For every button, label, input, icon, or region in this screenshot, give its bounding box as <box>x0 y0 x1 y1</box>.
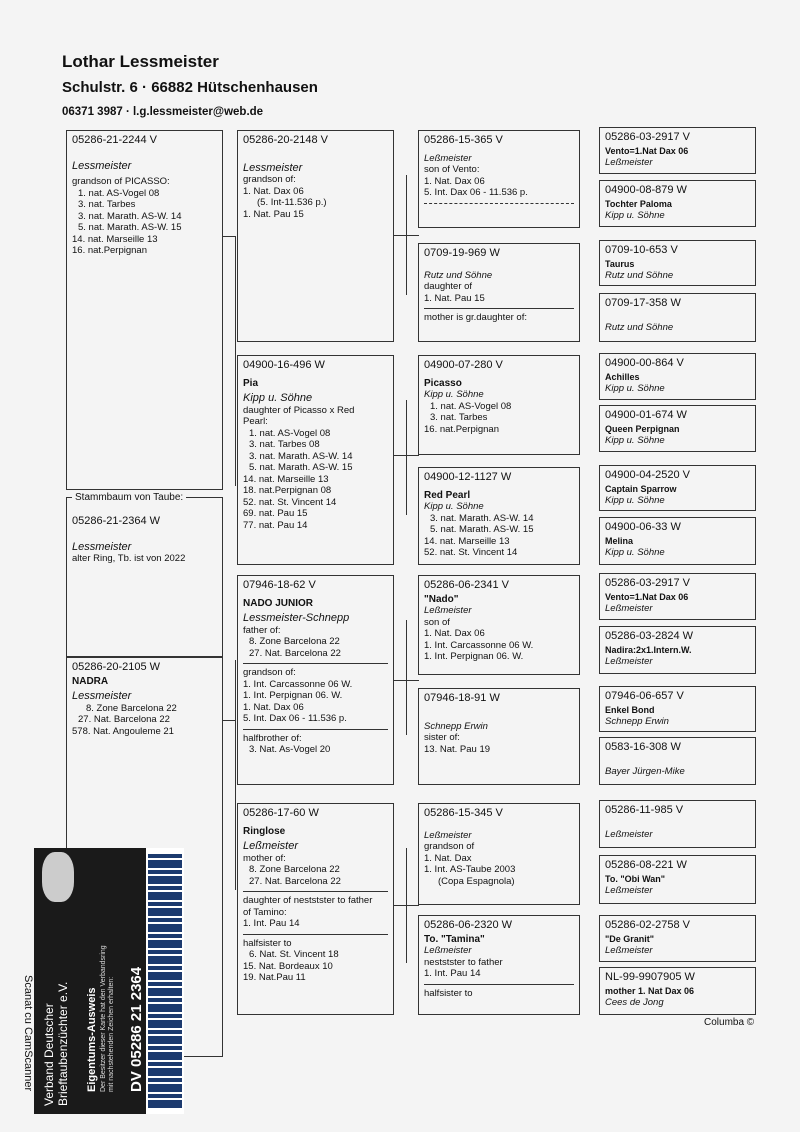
mother-ring: 05286-20-2105 W <box>72 661 161 673</box>
g1-line: grandson of: <box>243 174 296 185</box>
ancestor-breeder: Leßmeister <box>605 945 653 956</box>
ancestor-box <box>599 915 756 962</box>
gg5-name: "Nado" <box>424 593 459 605</box>
father-box <box>66 497 223 657</box>
ancestor-box <box>599 737 756 785</box>
pigeon-line: 14. nat. Marseille 13 <box>72 233 158 245</box>
g2-line: Pearl: <box>243 416 268 427</box>
gg5-line: 1. Int. Perpignan 06. W. <box>424 651 524 662</box>
gg3-ring: 04900-07-280 V <box>424 359 503 371</box>
pigeon-breeder: Lessmeister <box>72 159 132 172</box>
g4-line: of Tamino: <box>243 906 287 918</box>
pigeon-ring: 05286-21-2244 V <box>72 134 158 146</box>
g2-line: 52. nat. St. Vincent 14 <box>243 496 337 508</box>
gg3-line: 1. nat. AS-Vogel 08 <box>430 400 512 412</box>
gg6-line: sister of: <box>424 732 460 743</box>
mother-line: 27. Nat. Barcelona 22 <box>78 714 170 725</box>
gg4-name: Red Pearl <box>424 489 471 501</box>
ancestor-box <box>599 180 756 227</box>
grandparent-box <box>237 803 394 1015</box>
father-breeder: Lessmeister <box>72 540 132 553</box>
ancestor-breeder: Kipp u. Söhne <box>605 383 665 394</box>
card-ring-number: DV 05286 21 2364 <box>128 966 145 1092</box>
pigeon-box <box>66 130 223 490</box>
ancestor-box <box>599 465 756 511</box>
g3-line: halfbrother of: <box>243 732 302 744</box>
ancestor-ring: 05286-02-2758 V <box>605 919 691 931</box>
gg1-line: 1. Nat. Dax 06 <box>424 175 485 187</box>
gg1-breeder: Leßmeister <box>424 152 472 164</box>
connector <box>406 848 407 963</box>
ancestor-breeder: Bayer Jürgen-Mike <box>605 765 685 777</box>
ownership-card <box>34 848 184 1114</box>
g2-ring: 04900-16-496 W <box>243 359 325 371</box>
ancestor-breeder: Leßmeister <box>605 603 653 614</box>
pigeon-line: 3. nat. Marath. AS-W. 14 <box>78 210 182 222</box>
breeder-name: Lothar Lessmeister <box>62 52 219 71</box>
ancestor-ring: 0709-17-358 W <box>605 297 681 309</box>
gg7-line: 1. Int. AS-Taube 2003 <box>424 864 516 875</box>
card-org <box>42 982 70 1106</box>
ancestor-ring: 04900-01-674 W <box>605 409 687 421</box>
g3-name: NADO JUNIOR <box>243 597 314 609</box>
ancestor-box <box>599 293 756 342</box>
g2-line: 3. nat. Marath. AS-W. 14 <box>249 450 353 462</box>
gg2-line: 1. Nat. Pau 15 <box>424 292 485 304</box>
ancestor-box <box>599 686 756 732</box>
great-grandparent-box <box>418 803 580 905</box>
card-pattern <box>148 854 182 1108</box>
connector <box>406 620 407 735</box>
ancestor-name: Taurus <box>605 258 635 269</box>
g2-line: daughter of Picasso x Red <box>243 404 355 416</box>
ancestor-name: Vento=1.Nat Dax 06 <box>605 145 689 156</box>
gg7-line: (Copa Espagnola) <box>438 875 515 887</box>
g2-line: 1. nat. AS-Vogel 08 <box>249 427 331 439</box>
pigeon-line: 3. nat. Tarbes <box>78 199 136 210</box>
ancestor-box <box>599 626 756 674</box>
g1-ring: 05286-20-2148 V <box>243 134 329 146</box>
ancestor-ring: 05286-03-2824 W <box>605 630 694 642</box>
connector <box>235 660 236 890</box>
gg1-line: 5. Int. Dax 06 - 11.536 p. <box>424 187 528 198</box>
g4-line: 15. Nat. Bordeaux 10 <box>243 960 333 972</box>
g1-line: 1. Nat. Dax 06 <box>243 185 304 197</box>
ancestor-ring: 04900-00-864 V <box>605 357 684 369</box>
gg4-ring: 04900-12-1127 W <box>424 471 512 483</box>
gg3-line: 16. nat.Perpignan <box>424 423 500 435</box>
g2-name: Pia <box>243 377 259 389</box>
breeder-contact: 06371 3987 · l.g.lessmeister@web.de <box>62 106 264 118</box>
card-org-line: Verband Deutscher <box>42 1003 56 1106</box>
ancestor-breeder: Kipp u. Söhne <box>605 547 665 558</box>
great-grandparent-box <box>418 915 580 1015</box>
g2-line: 18. nat.Perpignan 08 <box>243 485 332 496</box>
connector <box>235 236 236 486</box>
gg4-line: 14. nat. Marseille 13 <box>424 535 510 547</box>
g1-line: 1. Nat. Pau 15 <box>243 208 304 220</box>
ancestor-breeder: Schnepp Erwin <box>605 716 669 727</box>
ancestor-box <box>599 517 756 565</box>
great-grandparent-box <box>418 575 580 675</box>
gg5-ring: 05286-06-2341 V <box>424 579 510 591</box>
pigeon-line: 5. nat. Marath. AS-W. 15 <box>78 222 182 233</box>
mother-name: NADRA <box>72 675 109 687</box>
ancestor-name: Tochter Paloma <box>605 198 672 209</box>
ancestor-ring: 04900-06-33 W <box>605 521 681 533</box>
ancestor-box <box>599 800 756 848</box>
card-title: Eigentums-Ausweis <box>86 987 98 1092</box>
gg7-breeder: Leßmeister <box>424 829 472 841</box>
gg4-line: 3. nat. Marath. AS-W. 14 <box>430 512 534 524</box>
gg4-line: 5. nat. Marath. AS-W. 15 <box>430 524 534 535</box>
pigeon-line: 16. nat.Perpignan <box>72 245 148 256</box>
gg3-name: Picasso <box>424 377 462 389</box>
g3-line: 1. Int. Perpignan 06. W. <box>243 690 343 701</box>
g4-line: 8. Zone Barcelona 22 <box>249 864 340 875</box>
g4-line: 19. Nat.Pau 11 <box>243 972 306 983</box>
father-line: alter Ring, Tb. ist von 2022 <box>72 553 186 564</box>
ancestor-breeder: Cees de Jong <box>605 997 664 1008</box>
card-org-line: Brieftaubenzüchter e.V. <box>56 981 70 1106</box>
gg2-footer: mother is gr.daughter of: <box>424 312 527 323</box>
ancestor-name: mother 1. Nat Dax 06 <box>605 985 695 996</box>
g3-line: 5. Int. Dax 06 - 11.536 p. <box>243 713 347 724</box>
ancestor-box <box>599 353 756 400</box>
gg8-footer: halfsister to <box>424 987 473 999</box>
ancestor-ring: 05286-03-2917 V <box>605 577 691 589</box>
gg5-line: 1. Int. Carcassonne 06 W. <box>424 639 534 651</box>
great-grandparent-box <box>418 130 580 228</box>
gg3-breeder: Kipp u. Söhne <box>424 389 484 400</box>
ancestor-name: "De Granit" <box>605 933 655 944</box>
card-note <box>100 945 116 1092</box>
great-grandparent-box <box>418 688 580 785</box>
ancestor-name: Enkel Bond <box>605 704 655 715</box>
grandparent-box <box>237 130 394 342</box>
g3-breeder: Lessmeister-Schnepp <box>243 612 350 624</box>
gg2-breeder: Rutz und Söhne <box>424 269 493 281</box>
gg8-ring: 05286-06-2320 W <box>424 919 513 931</box>
great-grandparent-box <box>418 467 580 565</box>
g4-line: mother of: <box>243 852 286 864</box>
g3-line: 3. Nat. As-Vogel 20 <box>249 744 331 755</box>
connector <box>406 400 407 515</box>
ancestor-breeder: Leßmeister <box>605 656 653 667</box>
g1-breeder: Lessmeister <box>243 161 303 174</box>
gg6-breeder: Schnepp Erwin <box>424 720 488 732</box>
ancestor-name: Achilles <box>605 371 640 382</box>
ancestor-breeder: Kipp u. Söhne <box>605 210 665 221</box>
ancestor-breeder: Leßmeister <box>605 885 653 896</box>
g3-line: 1. Int. Carcassonne 06 W. <box>243 678 353 690</box>
gg8-line: neststster to father <box>424 956 503 968</box>
gg2-line: daughter of <box>424 281 473 292</box>
gg8-name: To. "Tamina" <box>424 933 485 945</box>
scanner-watermark: Scanat cu CamScanner <box>22 975 34 1092</box>
gg5-line: son of <box>424 616 450 628</box>
gg1-ring: 05286-15-365 V <box>424 134 503 146</box>
connector <box>222 236 236 237</box>
g2-breeder: Kipp u. Söhne <box>243 392 313 404</box>
gg5-breeder: Leßmeister <box>424 605 472 616</box>
mother-breeder: Lessmeister <box>72 690 132 702</box>
g2-line: 14. nat. Marseille 13 <box>243 473 329 485</box>
gg6-ring: 07946-18-91 W <box>424 692 500 704</box>
grandparent-box <box>237 575 394 785</box>
mother-line: 578. Nat. Angouleme 21 <box>72 725 174 737</box>
connector <box>222 720 236 721</box>
copyright-note: Columba © <box>704 1017 755 1028</box>
ancestor-ring: 07946-06-657 V <box>605 690 684 702</box>
g3-line: 27. Nat. Barcelona 22 <box>249 647 341 659</box>
gg3-line: 3. nat. Tarbes <box>430 412 488 423</box>
ancestor-ring: 05286-03-2917 V <box>605 131 691 143</box>
g3-line: 8. Zone Barcelona 22 <box>249 636 340 647</box>
g3-line: father of: <box>243 624 281 636</box>
g3-ring: 07946-18-62 V <box>243 579 316 591</box>
gg7-line: grandson of <box>424 841 475 852</box>
stammbaum-label: Stammbaum von Taube: <box>72 492 186 503</box>
gg1-line: son of Vento: <box>424 164 480 175</box>
ancestor-breeder: Rutz und Söhne <box>605 270 674 281</box>
g2-line: 77. nat. Pau 14 <box>243 519 308 531</box>
pigeon-line: 1. nat. AS-Vogel 08 <box>78 187 160 199</box>
g4-line: 1. Int. Pau 14 <box>243 918 300 929</box>
g4-name: Ringlose <box>243 825 286 837</box>
gg8-breeder: Leßmeister <box>424 945 472 956</box>
breeder-address: Schulstr. 6 · 66882 Hütschenhausen <box>62 79 318 96</box>
g2-line: 3. nat. Tarbes 08 <box>249 439 320 450</box>
ancestor-name: Melina <box>605 535 634 546</box>
g1-line: (5. Int-11.536 p.) <box>257 197 327 208</box>
father-ring: 05286-21-2364 W <box>72 515 161 527</box>
gg2-ring: 0709-19-969 W <box>424 247 500 259</box>
great-grandparent-box <box>418 355 580 455</box>
gg7-ring: 05286-15-345 V <box>424 807 503 819</box>
g3-line: 1. Nat. Dax 06 <box>243 701 304 713</box>
gg4-line: 52. nat. St. Vincent 14 <box>424 547 518 558</box>
ancestor-ring: 04900-08-879 W <box>605 184 687 196</box>
ancestor-box <box>599 573 756 620</box>
great-grandparent-box <box>418 243 580 342</box>
g4-line: 6. Nat. St. Vincent 18 <box>249 949 339 960</box>
g2-line: 69. nat. Pau 15 <box>243 508 308 519</box>
mother-line: 8. Zone Barcelona 22 <box>86 702 177 714</box>
ancestor-name: Vento=1.Nat Dax 06 <box>605 591 689 602</box>
ancestor-name: To. "Obi Wan" <box>605 873 666 884</box>
ancestor-breeder: Rutz und Söhne <box>605 321 674 333</box>
card-note-line: mit nachstehenden Zeichen erhalten: <box>108 976 115 1092</box>
ancestor-ring: 04900-04-2520 V <box>605 469 691 481</box>
ancestor-ring: 0709-10-653 V <box>605 244 678 256</box>
g3-line: grandson of: <box>243 667 296 678</box>
gg7-line: 1. Nat. Dax <box>424 852 472 864</box>
grandparent-box <box>237 355 394 565</box>
gg6-line: 13. Nat. Pau 19 <box>424 743 491 755</box>
ancestor-breeder: Leßmeister <box>605 828 653 840</box>
ancestor-box <box>599 405 756 452</box>
gg5-line: 1. Nat. Dax 06 <box>424 628 485 639</box>
g4-line: halfsister to <box>243 937 292 949</box>
ancestor-box <box>599 855 756 904</box>
ancestor-ring: 05286-11-985 V <box>605 804 684 816</box>
connector <box>406 175 407 295</box>
gg8-line: 1. Int. Pau 14 <box>424 968 481 979</box>
g4-line: daughter of neststster to father <box>243 895 373 906</box>
ancestor-box <box>599 240 756 286</box>
ancestor-breeder: Leßmeister <box>605 157 653 168</box>
gg4-breeder: Kipp u. Söhne <box>424 501 484 512</box>
pigeon-line: grandson of PICASSO: <box>72 176 170 187</box>
ancestor-breeder: Kipp u. Söhne <box>605 435 665 446</box>
ancestor-box <box>599 967 756 1015</box>
card-note-line: Der Besitzer dieser Karte hat den Verbandsring <box>100 945 107 1092</box>
pigeon-emblem-icon <box>42 852 74 902</box>
ancestor-ring: 05286-08-221 W <box>605 859 687 871</box>
ancestor-name: Queen Perpignan <box>605 423 680 434</box>
g4-breeder: Leßmeister <box>243 840 299 852</box>
g4-ring: 05286-17-60 W <box>243 807 319 819</box>
ancestor-name: Nadira:2x1.Intern.W. <box>605 644 692 655</box>
ancestor-ring: 0583-16-308 W <box>605 741 681 753</box>
g4-line: 27. Nat. Barcelona 22 <box>249 875 341 887</box>
g2-line: 5. nat. Marath. AS-W. 15 <box>249 462 353 473</box>
ancestor-box <box>599 127 756 174</box>
ancestor-breeder: Kipp u. Söhne <box>605 495 665 506</box>
ancestor-name: Captain Sparrow <box>605 483 677 494</box>
ancestor-ring: NL-99-9907905 W <box>605 971 695 983</box>
